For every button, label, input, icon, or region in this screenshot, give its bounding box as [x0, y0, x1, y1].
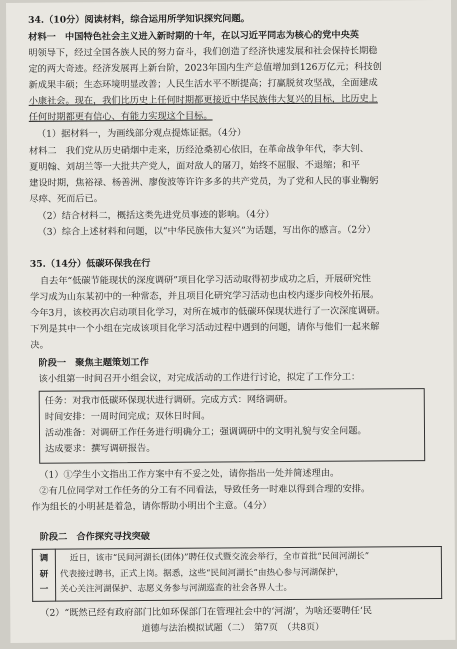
stage1-question2-cont: 作为组长的小明甚是着急，请你帮助小明出个主意。（4分）	[31, 500, 272, 513]
q35-intro-line: 自去年“低碳节能现状的深度调研”项目化学习活动取得初步成功之后，开展研究性	[39, 273, 371, 287]
q34-heading: 34.（10分）阅读材料，综合运用所学知识探究问题。	[28, 13, 250, 26]
stage1-question2: ②有几位同学对工作任务的分工有不同看法，导致任务一时难以得到合理的安排。	[39, 483, 371, 497]
q35-intro-line: 下列是其中一个小组在完成该项目化学习活动过程中遇到的问题，请你与他们一起来解	[30, 321, 380, 335]
q34-material2-line: 建设时期，焦裕禄、杨善洲、廖俊波等许许多多的共产党员，为了党和人民的事业鞠躬	[29, 175, 379, 189]
q34-material2-line: 尽瘁、死而后已。	[29, 193, 103, 205]
stage1-question1: （1）①学生小文指出工作方案中有不妥之处，请你指出一处并简述理由。	[39, 467, 340, 481]
q34-sub2: （2）结合材料二，概括这类先进党员事迹的影响。（4分）	[37, 209, 275, 222]
stage1-description: 该小组第一时间召开小组会议，对完成活动的工作进行讨论，拟定了工作分工：	[38, 371, 361, 385]
plan-preparation: 活动准备：对调研工作任务进行明确分工；强调调研中的文明礼貌与安全问题。	[44, 425, 367, 439]
q35-intro-line: 学习成为山东某初中的一种常态，并且项目化研究学习活动也由校内逐步向校外拓展。	[30, 289, 380, 303]
q34-material2-line: 材料二 我们党从历史硝烟中走来，历经沧桑初心依旧，在革命战争年代，李大钊、	[28, 143, 370, 157]
stage2-title: 阶段二 合作探究寻找突破	[39, 531, 151, 543]
stage1-title: 阶段一 聚焦主题策划工作	[38, 357, 149, 369]
q35-heading: 35.（14分）低碳环保我在行	[29, 257, 151, 270]
q34-material1-line: 明领导下，经过全国各族人民的努力奋斗，我们创造了经济快速发展和社会保持长期稳	[28, 45, 378, 59]
exam-page	[6, 0, 455, 643]
research-content: 近日，该市“民间河湖长(团体)”聘任仪式暨交流会举行，全市首批“民间河湖长” 代表接过聘书，正式上岗。据悉，这些“民间河湖长”由热心参与河湖保护， 关心关注河湖保护、志愿义务参与河湖巡查的社会各界人士。	[55, 546, 441, 600]
q34-sub1: （1）据材料一，为画线部分观点提炼证据。（4分）	[36, 127, 247, 140]
q34-material1-line: 材料一 中国特色社会主义进入新时期的十年，在以习近平同志为核心的党中央英	[28, 29, 360, 43]
page-footer: 道德与法治模拟试题（二） 第7页 （共8页）	[141, 622, 325, 635]
q34-sub3: （3）综合上述材料和问题，以“中华民族伟大复兴”为话题，写出你的感言。（2分）	[37, 224, 376, 238]
stage2-question: （2）“既然已经有政府部门比如环保部门在管理社会中的‘河湖’，为啥还要聘任‘民	[40, 605, 372, 619]
q34-material1-line: 新成果丰硕；生态环境明显改善；人民生活水平不断提高；打赢脱贫攻坚战，全面建成	[28, 77, 378, 91]
plan-task: 任务：对我市低碳环保现状进行调研。完成方式：网络调研。	[44, 394, 293, 407]
research-label: 调 研 一	[32, 549, 55, 601]
q34-material1-underlined-line: 小康社会。现在，我们比历史上任何时期都更接近中华民族伟大复兴的目标，比历史上	[28, 93, 378, 107]
q35-intro-line: 今年3月，该校再次启动项目化学习，对所在城市的低碳环保现状进行了一次深度调研。	[30, 305, 386, 319]
q35-intro-line: 决。	[30, 339, 49, 351]
plan-requirement: 达成要求：撰写调研报告。	[45, 442, 156, 455]
q34-material1-underlined-line: 任何时期都更有信心、有能力实现这个目标。	[28, 110, 213, 123]
plan-time: 时间安排：一周时间完成；双休日时间。	[44, 410, 211, 423]
q34-material1-line: 定的两大奇迹。经济发展再上新台阶，2023年国内生产总值增加到126万亿元；科技创	[28, 61, 382, 75]
q34-material2-line: 夏明翰、刘胡兰等一大批共产党人，面对敌人的屠刀，始终不屈服、不退缩；和平	[29, 159, 360, 173]
research-table	[32, 546, 442, 601]
